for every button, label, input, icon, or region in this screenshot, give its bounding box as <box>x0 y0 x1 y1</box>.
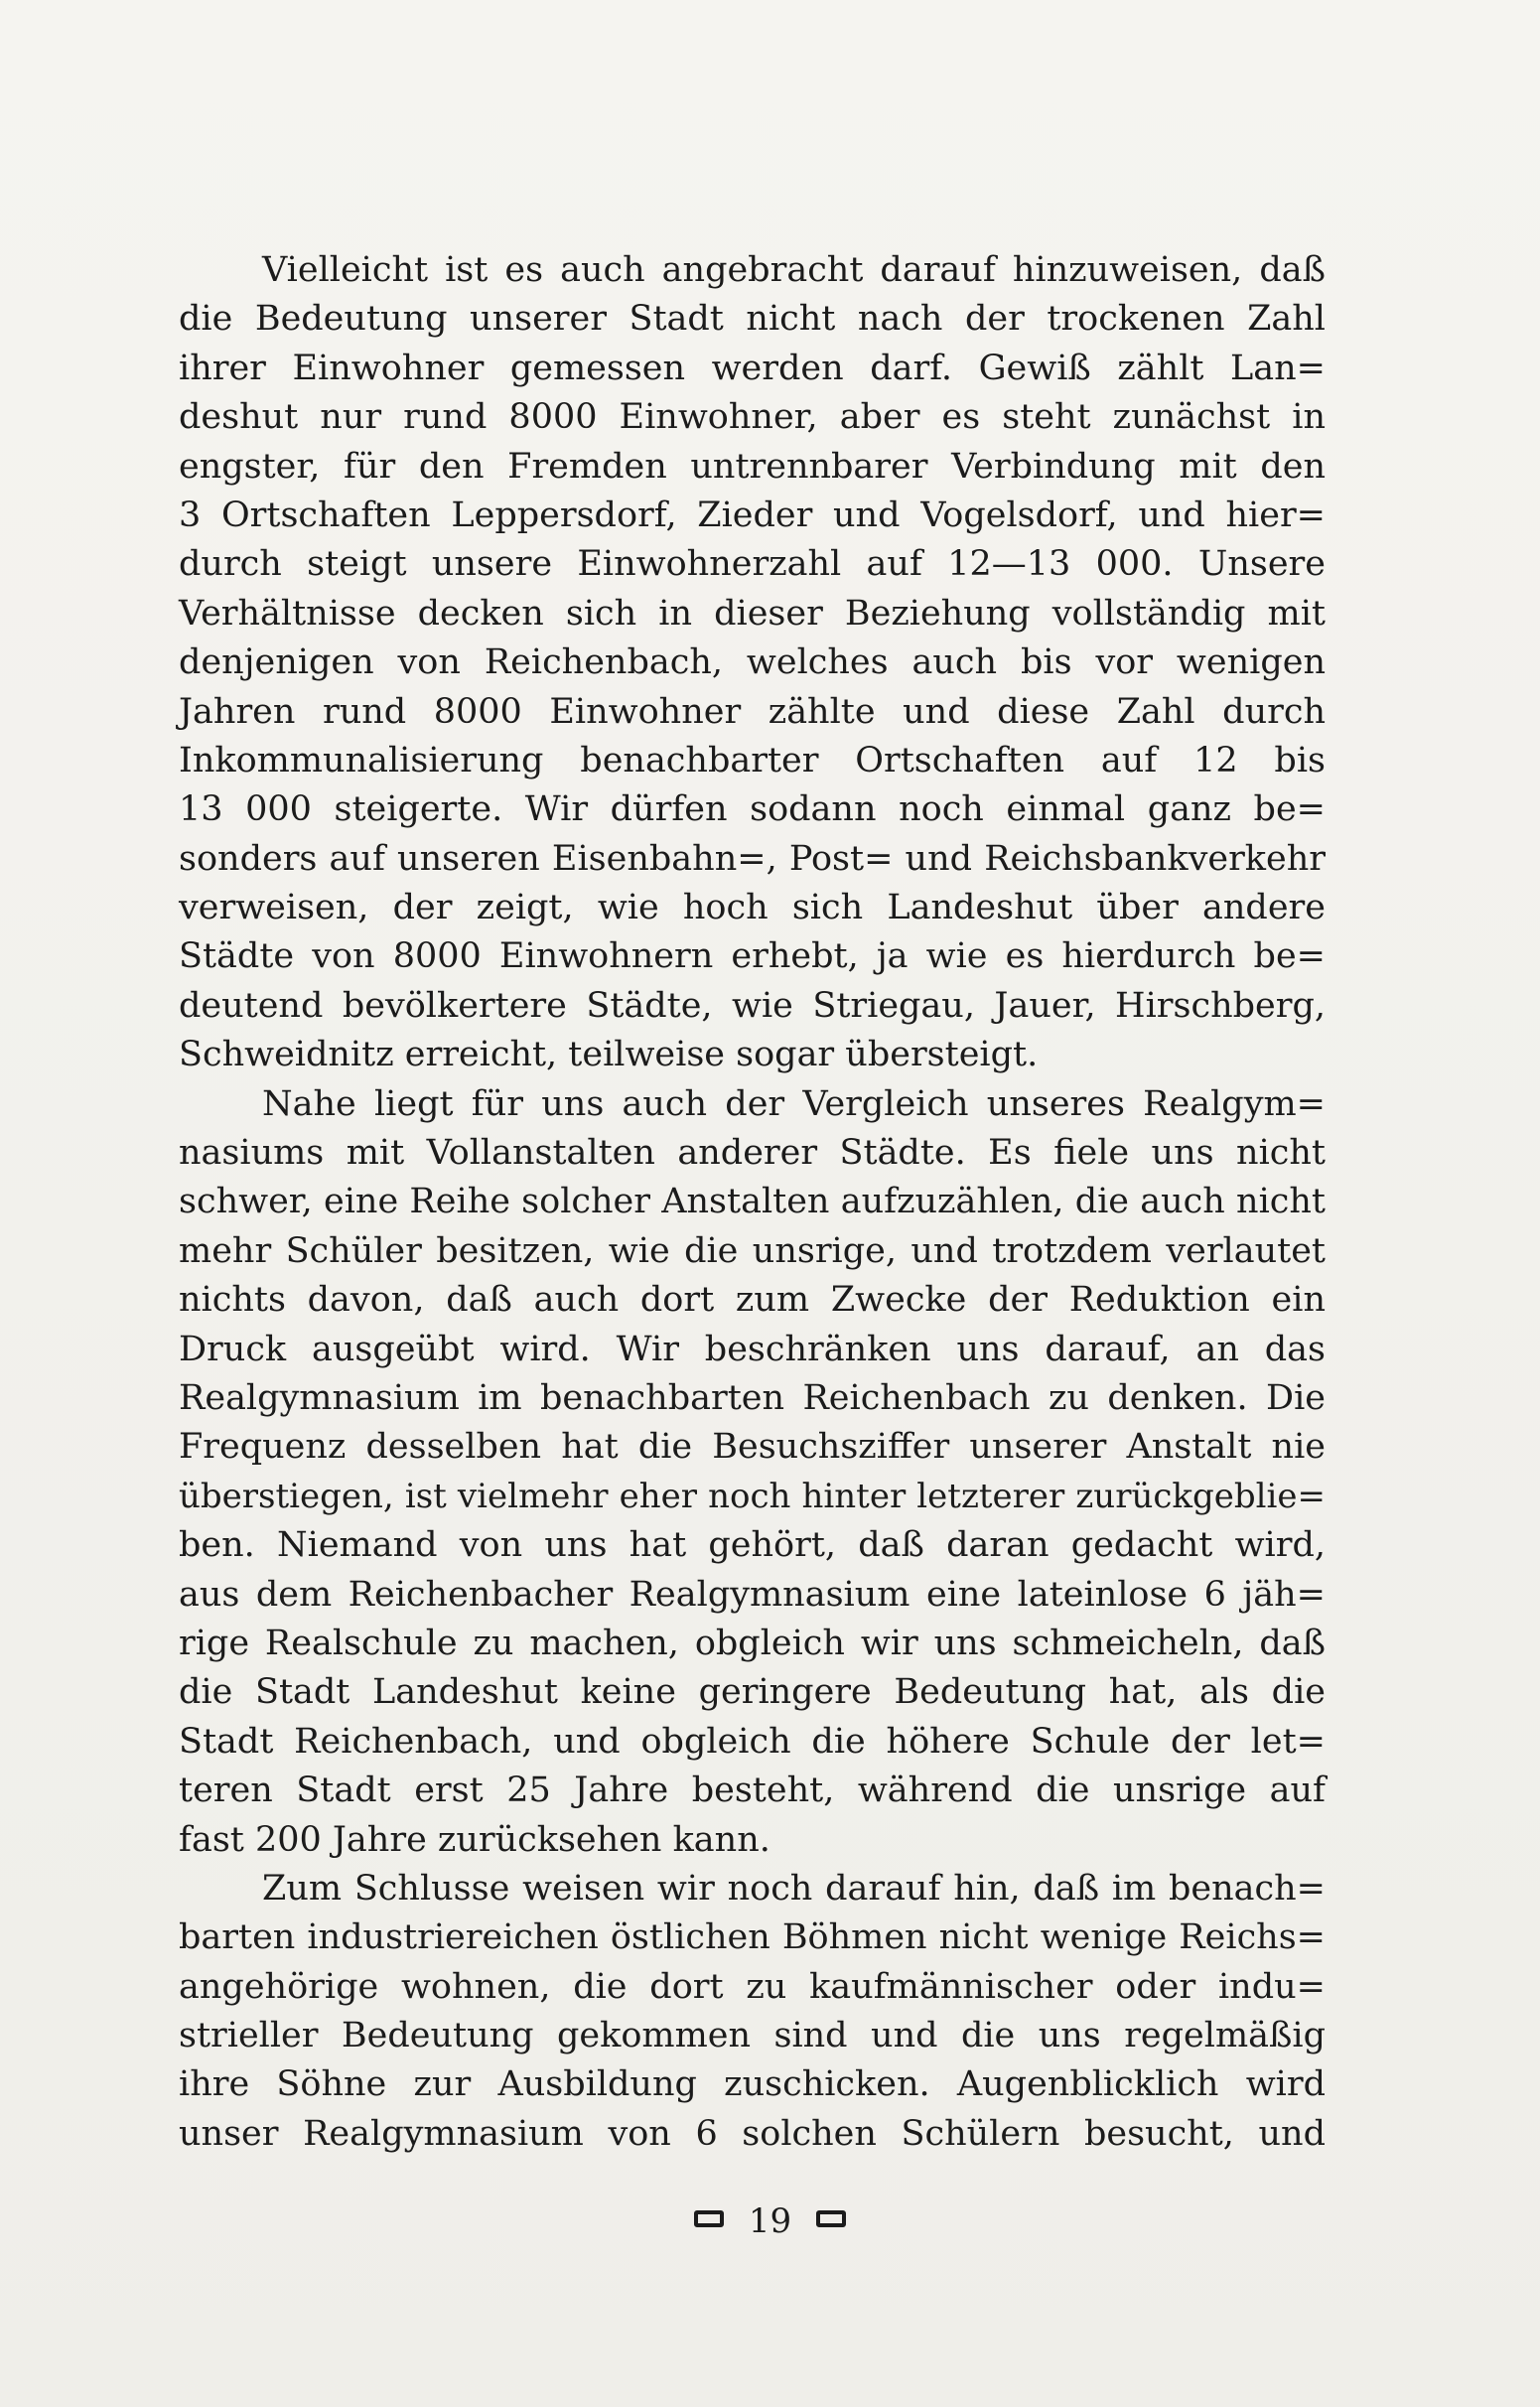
text-line: Druck ausgeübt wird. Wir beschränken uns darauf, an das <box>179 1329 1326 1369</box>
text-line: aus dem Reichenbacher Realgymnasium eine lateinlose 6 jäh= <box>179 1574 1326 1615</box>
text-line: 3 Ortschaften Leppersdorf, Zieder und Vogelsdorf, und hier= <box>179 495 1326 535</box>
text-line: Städte von 8000 Einwohnern erhebt, ja wie es hierdurch be= <box>179 936 1326 977</box>
text-line: unser Realgymnasium von 6 solchen Schülern besucht, und <box>179 2113 1326 2154</box>
page-marker-left-icon <box>694 2210 724 2227</box>
text-line: rige Realschule zu machen, obgleich wir uns schmeicheln, daß <box>179 1623 1326 1663</box>
text-line: Realgymnasium im benachbarten Reichenbach zu denken. Die <box>179 1377 1326 1418</box>
text-line: sonders auf unseren Eisenbahn=, Post= und Reichsbankverkehr <box>179 838 1326 879</box>
text-line: deshut nur rund 8000 Einwohner, aber es steht zunächst in <box>179 397 1326 438</box>
text-line: überstiegen, ist vielmehr eher noch hinter letzterer zurückgeblie= <box>179 1476 1326 1516</box>
text-line: Frequenz desselben hat die Besuchsziffer unserer Anstalt nie <box>179 1427 1326 1468</box>
text-line: nichts davon, daß auch dort zum Zwecke der Reduktion ein <box>179 1280 1326 1321</box>
page-footer <box>0 2195 1540 2244</box>
text-line: verweisen, der zeigt, wie hoch sich Landeshut über andere <box>179 888 1326 928</box>
text-line: denjenigen von Reichenbach, welches auch bis vor wenigen <box>179 642 1326 683</box>
text-line: Verhältnisse decken sich in dieser Beziehung vollständig mit <box>179 593 1326 634</box>
text-line: mehr Schüler besitzen, wie die unsrige, und trotzdem verlautet <box>179 1230 1326 1271</box>
page-number: 19 <box>748 2201 792 2241</box>
text-line: ben. Niemand von uns hat gehört, daß daran gedacht wird, <box>179 1525 1326 1566</box>
text-line: Nahe liegt für uns auch der Vergleich unseres Realgym= <box>262 1083 1326 1124</box>
text-line: strieller Bedeutung gekommen sind und die uns regelmäßig <box>179 2016 1326 2056</box>
text-line: Jahren rund 8000 Einwohner zählte und diese Zahl durch <box>179 691 1326 732</box>
text-line: Stadt Reichenbach, und obgleich die höhere Schule der let= <box>179 1721 1326 1762</box>
text-line: nasiums mit Vollanstalten anderer Städte. Es fiele uns nicht <box>179 1133 1326 1174</box>
text-line: deutend bevölkertere Städte, wie Striegau, Jauer, Hirschberg, <box>179 985 1326 1026</box>
paragraph-3 <box>179 1865 1326 2159</box>
text-line: fast 200 Jahre zurücksehen kann. <box>179 1819 770 1860</box>
text-line: ihrer Einwohner gemessen werden darf. Gewiß zählt Lan= <box>179 348 1326 388</box>
text-line: die Bedeutung unserer Stadt nicht nach der trockenen Zahl <box>179 299 1326 340</box>
page-marker-right-icon <box>816 2210 846 2227</box>
text-line: durch steigt unsere Einwohnerzahl auf 12—13 000. Unsere <box>179 544 1326 585</box>
text-line: Zum Schlusse weisen wir noch darauf hin, daß im benach= <box>262 1868 1326 1909</box>
text-line: angehörige wohnen, die dort zu kaufmännischer oder indu= <box>179 1966 1326 2007</box>
paragraph-2 <box>179 1080 1326 1865</box>
text-line: teren Stadt erst 25 Jahre besteht, während die unsrige auf <box>179 1770 1326 1811</box>
text-line: 13 000 steigerte. Wir dürfen sodann noch einmal ganz be= <box>179 789 1326 830</box>
paragraph-1 <box>179 246 1326 1080</box>
text-line: Inkommunalisierung benachbarter Ortschaften auf 12 bis <box>179 740 1326 780</box>
text-line: Vielleicht ist es auch angebracht darauf hinzuweisen, daß <box>262 250 1326 290</box>
text-line: ihre Söhne zur Ausbildung zuschicken. Augenblicklich wird <box>179 2064 1326 2105</box>
text-line: die Stadt Landeshut keine geringere Bedeutung hat, als die <box>179 1672 1326 1713</box>
text-line: Schweidnitz erreicht, teilweise sogar übersteigt. <box>179 1035 1039 1075</box>
text-line: schwer, eine Reihe solcher Anstalten aufzuzählen, die auch nicht <box>179 1182 1326 1222</box>
body-text <box>179 246 1326 2159</box>
text-line: barten industriereichen östlichen Böhmen nicht wenige Reichs= <box>179 1917 1326 1958</box>
text-line: engster, für den Fremden untrennbarer Verbindung mit den <box>179 446 1326 487</box>
